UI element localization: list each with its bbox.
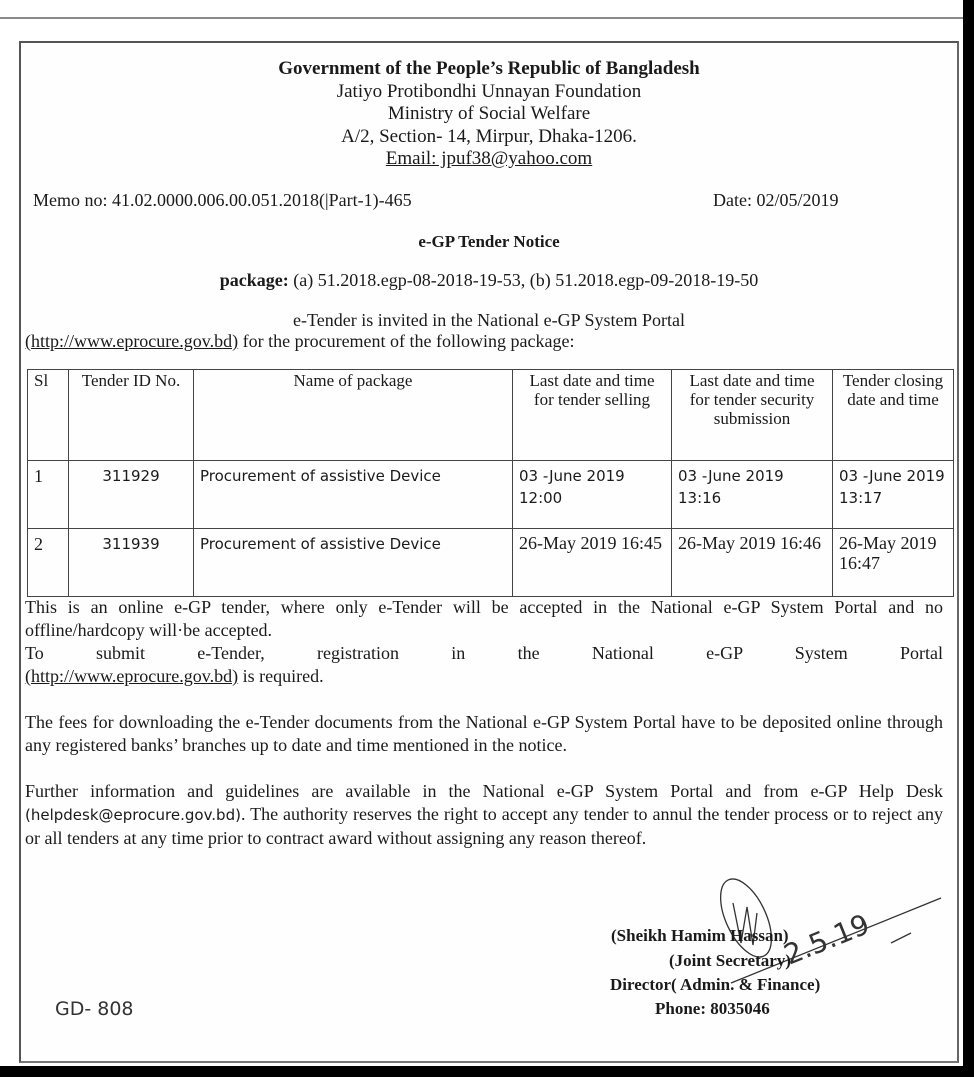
cell-security-deadline: 26-May 2019 16:46 bbox=[672, 529, 833, 597]
eprocure-registration-link[interactable]: (http://www.eprocure.gov.bd) bbox=[25, 666, 239, 686]
invite-line-1: e-Tender is invited in the National e-GP System Portal bbox=[293, 310, 685, 330]
ministry-name: Ministry of Social Welfare bbox=[387, 103, 591, 124]
further-info-text-b: . The authority reserves the right to accept any tender to annul the tender process or to reject any or all tenders at any time prior to contract award without assigning any reason thereof. bbox=[25, 804, 943, 848]
package-value: (a) 51.2018.egp-08-2018-19-53, (b) 51.2018.egp-09-2018-19-50 bbox=[288, 270, 759, 290]
tender-notice-document bbox=[19, 41, 959, 1063]
government-heading: Government of the People’s Republic of Bangladesh bbox=[278, 58, 700, 79]
header-sl: Sl bbox=[28, 370, 69, 461]
scan-edge-right bbox=[963, 0, 974, 1077]
memo-date: Date: 02/05/2019 bbox=[713, 190, 839, 210]
svg-text:2.5.19: 2.5.19 bbox=[779, 907, 875, 972]
header-security-deadline: Last date and time for tender security submission bbox=[672, 370, 833, 461]
header-tender-id: Tender ID No. bbox=[69, 370, 194, 461]
paragraph-online-tender: This is an online e-GP tender, where only e-Tender will be accepted in the National e-GP System Portal and no offline/hardcopy will·be accepted. bbox=[25, 597, 943, 640]
tender-table bbox=[27, 369, 954, 597]
document-code: GD- 808 bbox=[55, 998, 134, 1020]
foundation-name: Jatiyo Protibondhi Unnayan Foundation bbox=[336, 81, 642, 102]
table-row bbox=[28, 529, 954, 597]
signatory-designation: Director( Admin. & Finance) bbox=[610, 975, 821, 994]
table-header-row bbox=[28, 370, 954, 461]
scan-edge-bottom bbox=[0, 1066, 974, 1077]
header-closing-date: Tender closing date and time bbox=[833, 370, 954, 461]
paragraph-registration-line1: To submit e-Tender, registration in the National e-GP System Portal bbox=[25, 643, 943, 663]
cell-selling-deadline: 26-May 2019 16:45 bbox=[513, 529, 672, 597]
memo-number: Memo no: 41.02.0000.006.00.051.2018(|Part-1)-465 bbox=[33, 190, 412, 210]
notice-title: e-GP Tender Notice bbox=[418, 232, 560, 251]
cell-package-name: Procurement of assistive Device bbox=[194, 529, 513, 597]
cell-security-deadline: 03 -June 2019 13:16 bbox=[672, 461, 833, 529]
signatory-phone: Phone: 8035046 bbox=[655, 999, 770, 1018]
table-row bbox=[28, 461, 954, 529]
eprocure-link[interactable]: (http://www.eprocure.gov.bd) bbox=[25, 331, 239, 351]
signatory-title: (Joint Secretary) bbox=[669, 951, 791, 970]
paragraph-registration-line2 bbox=[25, 665, 943, 688]
registration-required-text: is required. bbox=[238, 666, 324, 686]
signatory-name: (Sheikh Hamim Hassan) bbox=[611, 926, 789, 945]
invite-line-2 bbox=[25, 331, 574, 352]
cell-sl: 2 bbox=[28, 529, 69, 597]
package-label: package: bbox=[219, 270, 289, 290]
further-info-text-a: Further information and guidelines are available in the National e-GP System Portal and from e-GP Help Desk bbox=[25, 781, 943, 801]
invite-line-2-text: for the procurement of the following package: bbox=[238, 331, 575, 351]
cell-tender-id: 311939 bbox=[69, 529, 194, 597]
office-email-link[interactable]: Email: jpuf38@yahoo.com bbox=[385, 148, 593, 169]
cell-selling-deadline: 03 -June 2019 12:00 bbox=[513, 461, 672, 529]
cell-package-name: Procurement of assistive Device bbox=[194, 461, 513, 529]
cell-closing-date: 03 -June 2019 13:17 bbox=[833, 461, 954, 529]
helpdesk-email[interactable]: (helpdesk@eprocure.gov.bd) bbox=[25, 806, 241, 824]
cell-tender-id: 311929 bbox=[69, 461, 194, 529]
office-address: A/2, Section- 14, Mirpur, Dhaka-1206. bbox=[341, 126, 637, 147]
office-email-line bbox=[21, 148, 957, 170]
package-line bbox=[21, 270, 957, 291]
paragraph-fees: The fees for downloading the e-Tender documents from the National e-GP System Portal have to be deposited online through any registered banks’ branches up to date and time mentioned in the notice. bbox=[25, 712, 943, 755]
top-divider bbox=[0, 17, 963, 19]
paragraph-further-info bbox=[25, 780, 943, 850]
cell-closing-date: 26-May 2019 16:47 bbox=[833, 529, 954, 597]
header-selling-deadline: Last date and time for tender selling bbox=[513, 370, 672, 461]
header-package-name: Name of package bbox=[194, 370, 513, 461]
cell-sl: 1 bbox=[28, 461, 69, 529]
